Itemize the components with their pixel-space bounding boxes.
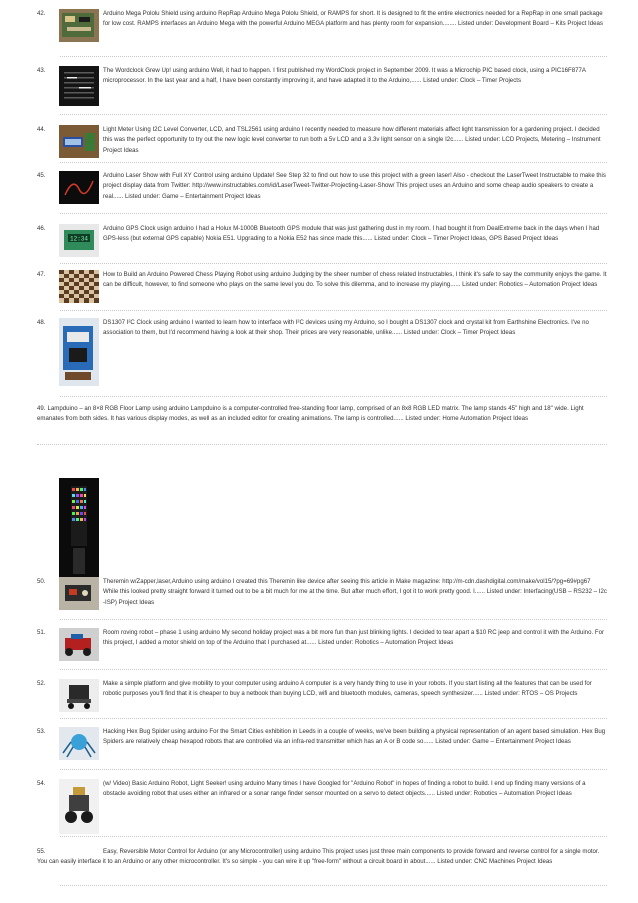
project-thumbnail[interactable] — [59, 171, 99, 204]
rgb-floor-lamp-image — [59, 478, 99, 578]
item-number: 48. — [37, 319, 46, 326]
divider — [60, 885, 607, 886]
project-thumbnail[interactable] — [59, 779, 99, 834]
item-number: 42. — [37, 10, 46, 17]
theremin-image — [59, 577, 99, 610]
divider — [60, 396, 607, 397]
divider — [60, 213, 607, 214]
lampduino-thumbnail[interactable] — [59, 478, 99, 578]
project-thumbnail[interactable] — [59, 224, 99, 257]
divider — [60, 718, 607, 719]
divider — [60, 162, 607, 163]
item-description: Theremin w/Zapper,laser,Arduino using arduino I created this Theremin like device after seeing this article in Make magazine: http://m-cdn.dashdigital.com/make/vol15/?pg=69#pg67 While this looked pretty straight forward it turned out to be a bit much for me at the time. But after much effort, I got it to work pretty good. I...... Listed under: Interfacing(USB – RS232 – I2c -ISP) Project Ideas — [103, 578, 607, 606]
project-thumbnail[interactable] — [59, 318, 99, 386]
item-description: How to Build an Arduino Powered Chess Playing Robot using arduino Judging by the sheer number of chess related Instructables, I think it's safe to say the community enjoys the game. It can be difficult, however, to find someone who plays on the same level you do. To solve this dilemma, and to increase my playing...... Listed under: Robotics – Automation Project Ideas — [103, 271, 607, 289]
item-number: 45. — [37, 172, 46, 179]
divider — [60, 263, 607, 264]
hex-bug-spider-image — [59, 727, 99, 760]
item-number: 46. — [37, 225, 46, 232]
chess-board-image — [59, 270, 99, 303]
svg-text:12:34: 12:34 — [70, 235, 89, 243]
item-number: 49. — [37, 405, 46, 412]
item-description: Arduino Laser Show with Full XY Control using arduino Update! See Step 32 to find out how to use this project with a green laser! Also - checkout the LaserTweet Instructable to make this project display data from Twitter: http://www.instructables.com/id/LaserTweet-Twitter-Projecting-Laser-Show/ This project uses an Arduino and some cheap audio speakers to create a real...... Listed under: Game – Entertainment Project Ideas — [103, 172, 606, 200]
item-description: Hacking Hex Bug Spider using arduino For the Smart Cities exhibition in Leeds in a couple of weeks, we've been building a physical representation of an agent based simulation. Hex Bug Spiders are relatively cheap hexapod robots that are controlled via an infra-red transmitter which has an A or B code so...... Listed under: Game – Entertainment Project Ideas — [103, 728, 606, 746]
item-number: 51. — [37, 629, 46, 636]
project-thumbnail[interactable] — [59, 679, 99, 712]
item-number: 47. — [37, 271, 46, 278]
item-description: Arduino Mega Pololu Shield using arduino RepRap Arduino Mega Pololu Shield, or RAMPS for short. It is designed to fit the entire electronics needed for a RepRap in one small package for low cost. RAMPS interfaces an Arduino Mega with the powerful Arduino MEGA platform and has plenty room for expansion........ Listed under: Development Board – Kits Project Ideas — [103, 10, 603, 28]
item-description: Make a simple platform and give mobility to your computer using arduino A computer is a very handy thing to use in your robots. If you start listing all the features that can be used for robotic purposes you'll find that it is cheaper to buy a netbook than buying LCD, wifi and bluetooth modules, cameras, speech synthesizer...... Listed under: RTOS – OS Projects — [103, 680, 592, 698]
project-thumbnail[interactable] — [59, 270, 99, 303]
project-thumbnail[interactable] — [59, 577, 99, 610]
shield-board-image — [59, 9, 99, 42]
project-thumbnail[interactable] — [59, 727, 99, 760]
gps-clock-image — [59, 224, 99, 257]
divider — [60, 619, 607, 620]
light-seeker-robot-image — [59, 779, 99, 834]
item-description: Easy, Reversible Motor Control for Arduino (or any Microcontroller) using arduino This project uses just three main components to provide forward and reverse control for a single motor. You can easily interface it to an Arduino or any other microcontroller. It's so simple - you can wire it up "free-form" without a circuit board in about...... Listed under: CNC Machines Project Ideas — [37, 848, 600, 866]
divider — [60, 310, 607, 311]
item-description: DS1307 I²C Clock using arduino I wanted to learn how to interface with I²C devices using my Arduino, so I bought a DS1307 clock and crystal kit from Earthshine Electronics. I've no association to them, but I'd recommend having a look at their shop. Their prices are very reasonable, unlike...... Listed under: Clock – Timer Project Ideas — [103, 319, 589, 337]
item-description-inline — [37, 404, 607, 425]
project-thumbnail[interactable] — [59, 9, 99, 42]
item-description: The Wordclock Grew Up! using arduino Well, it had to happen. I first published my WordClock project in September 2009. It was a Microchip PIC based clock, using a PIC16F877A microprocessor. In the last year and a half, I have been constantly improving it, and have adapted it to the Arduino,...... Listed under: Clock – Timer Projects — [103, 67, 586, 85]
laser-show-image — [59, 171, 99, 204]
project-thumbnail[interactable] — [59, 628, 99, 661]
divider — [60, 56, 607, 57]
item-description: Lampduino – an 8×8 RGB Floor Lamp using arduino Lampduino is a computer-controlled free-standing floor lamp, comprised of an 8x8 RGB LED matrix. The lamp stands 45" high and 18" wide. Light emanates from both sides. It has various display modes, as well as an included editor for creating animations. The lamp is controlled...... Listed under: Home Automation Project Ideas — [37, 405, 584, 423]
ds1307-clock-image — [59, 318, 99, 386]
item-description: Light Meter Using I2C Level Converter, LCD, and TSL2561 using arduino I recently needed to measure how different materials affect light transmission for a gardening project. I decided this was the perfect opportunity to try out the new logic level converter to run both a 5v LCD and a 3.3v light sensor on a single I2c...... Listed under: LCD Projects, Metering – Instrument Project Ideas — [103, 126, 601, 154]
item-number: 50. — [37, 578, 46, 585]
item-number: 55. — [37, 848, 46, 855]
divider — [60, 836, 607, 837]
wordclock-image — [59, 66, 99, 106]
light-meter-image — [59, 125, 99, 158]
project-thumbnail[interactable] — [59, 66, 99, 106]
item-number: 43. — [37, 67, 46, 74]
project-thumbnail[interactable] — [59, 125, 99, 158]
item-number: 52. — [37, 680, 46, 687]
divider — [60, 669, 607, 670]
rc-jeep-robot-image — [59, 628, 99, 661]
netbook-platform-image — [59, 679, 99, 712]
divider — [37, 444, 607, 445]
divider — [60, 114, 607, 115]
item-number: 44. — [37, 126, 46, 133]
item-description: Room roving robot – phase 1 using arduino My second holiday project was a bit more fun than just blinking lights. I decided to tear apart a $10 RC jeep and control it with the Arduino. For this project, I added a motor shield on top of the Arduino that I purchased at...... Listed under: Robotics – Automation Project Ideas — [103, 629, 604, 647]
divider — [60, 769, 607, 770]
item-description: (w/ Video) Basic Arduino Robot, Light Seeker! using arduino Many times I have Googled for "Arduino Robot" in hopes of finding a robot to build. I end up finding many versions of a obstacle avoiding robot that uses either an infrared or a sonar range finder sensor mounted on a servo to detect objects...... Listed under: Robotics – Automation Project Ideas — [103, 780, 586, 798]
item-description: Arduino GPS Clock usign arduino I had a Holux M-1000B Bluetooth GPS module that was just gathering dust in my room. I had bought it from DealExtreme back in the days when I had GPS-less (but external GPS capable) Nokia E51. Upgrading to a Nokia E52 has since made this...... Listed under: Clock – Timer Project Ideas, GPS Based Project Ideas — [103, 225, 600, 243]
item-number: 53. — [37, 728, 46, 735]
item-number: 54. — [37, 780, 46, 787]
